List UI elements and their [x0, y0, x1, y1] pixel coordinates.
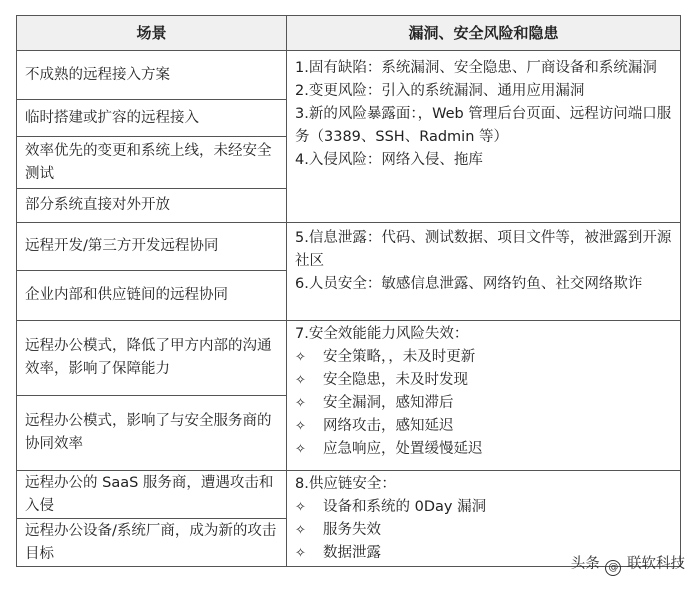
at-icon: @ — [605, 560, 621, 576]
risk-bullet: ✧ 安全漏洞，感知滞后 — [295, 392, 672, 415]
risk-bullet: ✧ 数据泄露 — [295, 542, 672, 565]
table-row — [17, 471, 681, 519]
risk-bullet: ✧ 网络攻击，感知延迟 — [295, 415, 672, 438]
risk-item: 2.变更风险：引入的系统漏洞、通用应用漏洞 — [295, 83, 585, 99]
diamond-bullet-icon: ✧ — [295, 396, 306, 411]
risk-group-title: 8.供应链安全： — [295, 476, 396, 492]
table-header-row — [17, 16, 681, 51]
diamond-bullet-icon: ✧ — [295, 373, 306, 388]
risk-bullet: ✧ 安全策略，，未及时更新 — [295, 346, 672, 369]
watermark-prefix: 头条 — [570, 556, 600, 572]
watermark-brand: 联软科技 — [627, 556, 685, 572]
table-row — [17, 321, 681, 396]
risk-item: 4.入侵风险：网络入侵、拖库 — [295, 152, 483, 168]
diamond-bullet-icon: ✧ — [295, 442, 306, 457]
table-row — [17, 51, 681, 100]
risk-cell-group-3 — [287, 321, 681, 471]
diamond-bullet-icon: ✧ — [295, 419, 306, 434]
risk-item: 5.信息泄露：代码、测试数据、项目文件等，被泄露到开源社区 — [295, 230, 672, 269]
risk-group-title: 7.安全效能能力风险失效： — [295, 326, 469, 342]
scene-cell: 远程办公模式，影响了与安全服务商的协同效率 — [17, 396, 287, 471]
risk-bullet: ✧ 设备和系统的 0Day 漏洞 — [295, 496, 672, 519]
scene-cell: 远程开发/第三方开发远程协同 — [17, 223, 287, 271]
header-scene: 场景 — [17, 16, 287, 51]
scene-cell: 远程办公设备/系统厂商，成为新的攻击目标 — [17, 519, 287, 567]
risk-item: 3.新的风险暴露面：，Web 管理后台页面、远程访问端口服务（3389、SSH、Radmin 等） — [295, 106, 672, 145]
diamond-bullet-icon: ✧ — [295, 350, 306, 365]
watermark — [571, 552, 685, 576]
diamond-bullet-icon: ✧ — [295, 500, 306, 515]
scene-cell: 效率优先的变更和系统上线，未经安全测试 — [17, 137, 287, 189]
table-row — [17, 223, 681, 271]
diamond-bullet-icon: ✧ — [295, 523, 306, 538]
risk-table — [16, 15, 681, 567]
risk-cell-group-1 — [287, 51, 681, 223]
risk-bullet: ✧ 服务失效 — [295, 519, 672, 542]
risk-cell-group-2 — [287, 223, 681, 321]
risk-item: 6.人员安全：敏感信息泄露、网络钓鱼、社交网络欺诈 — [295, 276, 643, 292]
scene-cell: 临时搭建或扩容的远程接入 — [17, 100, 287, 137]
risk-bullet: ✧ 应急响应，处置缓慢延迟 — [295, 438, 672, 461]
risk-bullet: ✧ 安全隐患，未及时发现 — [295, 369, 672, 392]
diamond-bullet-icon: ✧ — [295, 546, 306, 561]
risk-item: 1.固有缺陷：系统漏洞、安全隐患、厂商设备和系统漏洞 — [295, 60, 657, 76]
scene-cell: 部分系统直接对外开放 — [17, 189, 287, 223]
scene-cell: 企业内部和供应链间的远程协同 — [17, 271, 287, 321]
scene-cell: 远程办公的 SaaS 服务商，遭遇攻击和入侵 — [17, 471, 287, 519]
scene-cell: 远程办公模式，降低了甲方内部的沟通效率，影响了保障能力 — [17, 321, 287, 396]
scene-cell: 不成熟的远程接入方案 — [17, 51, 287, 100]
header-risks: 漏洞、安全风险和隐患 — [287, 16, 681, 51]
